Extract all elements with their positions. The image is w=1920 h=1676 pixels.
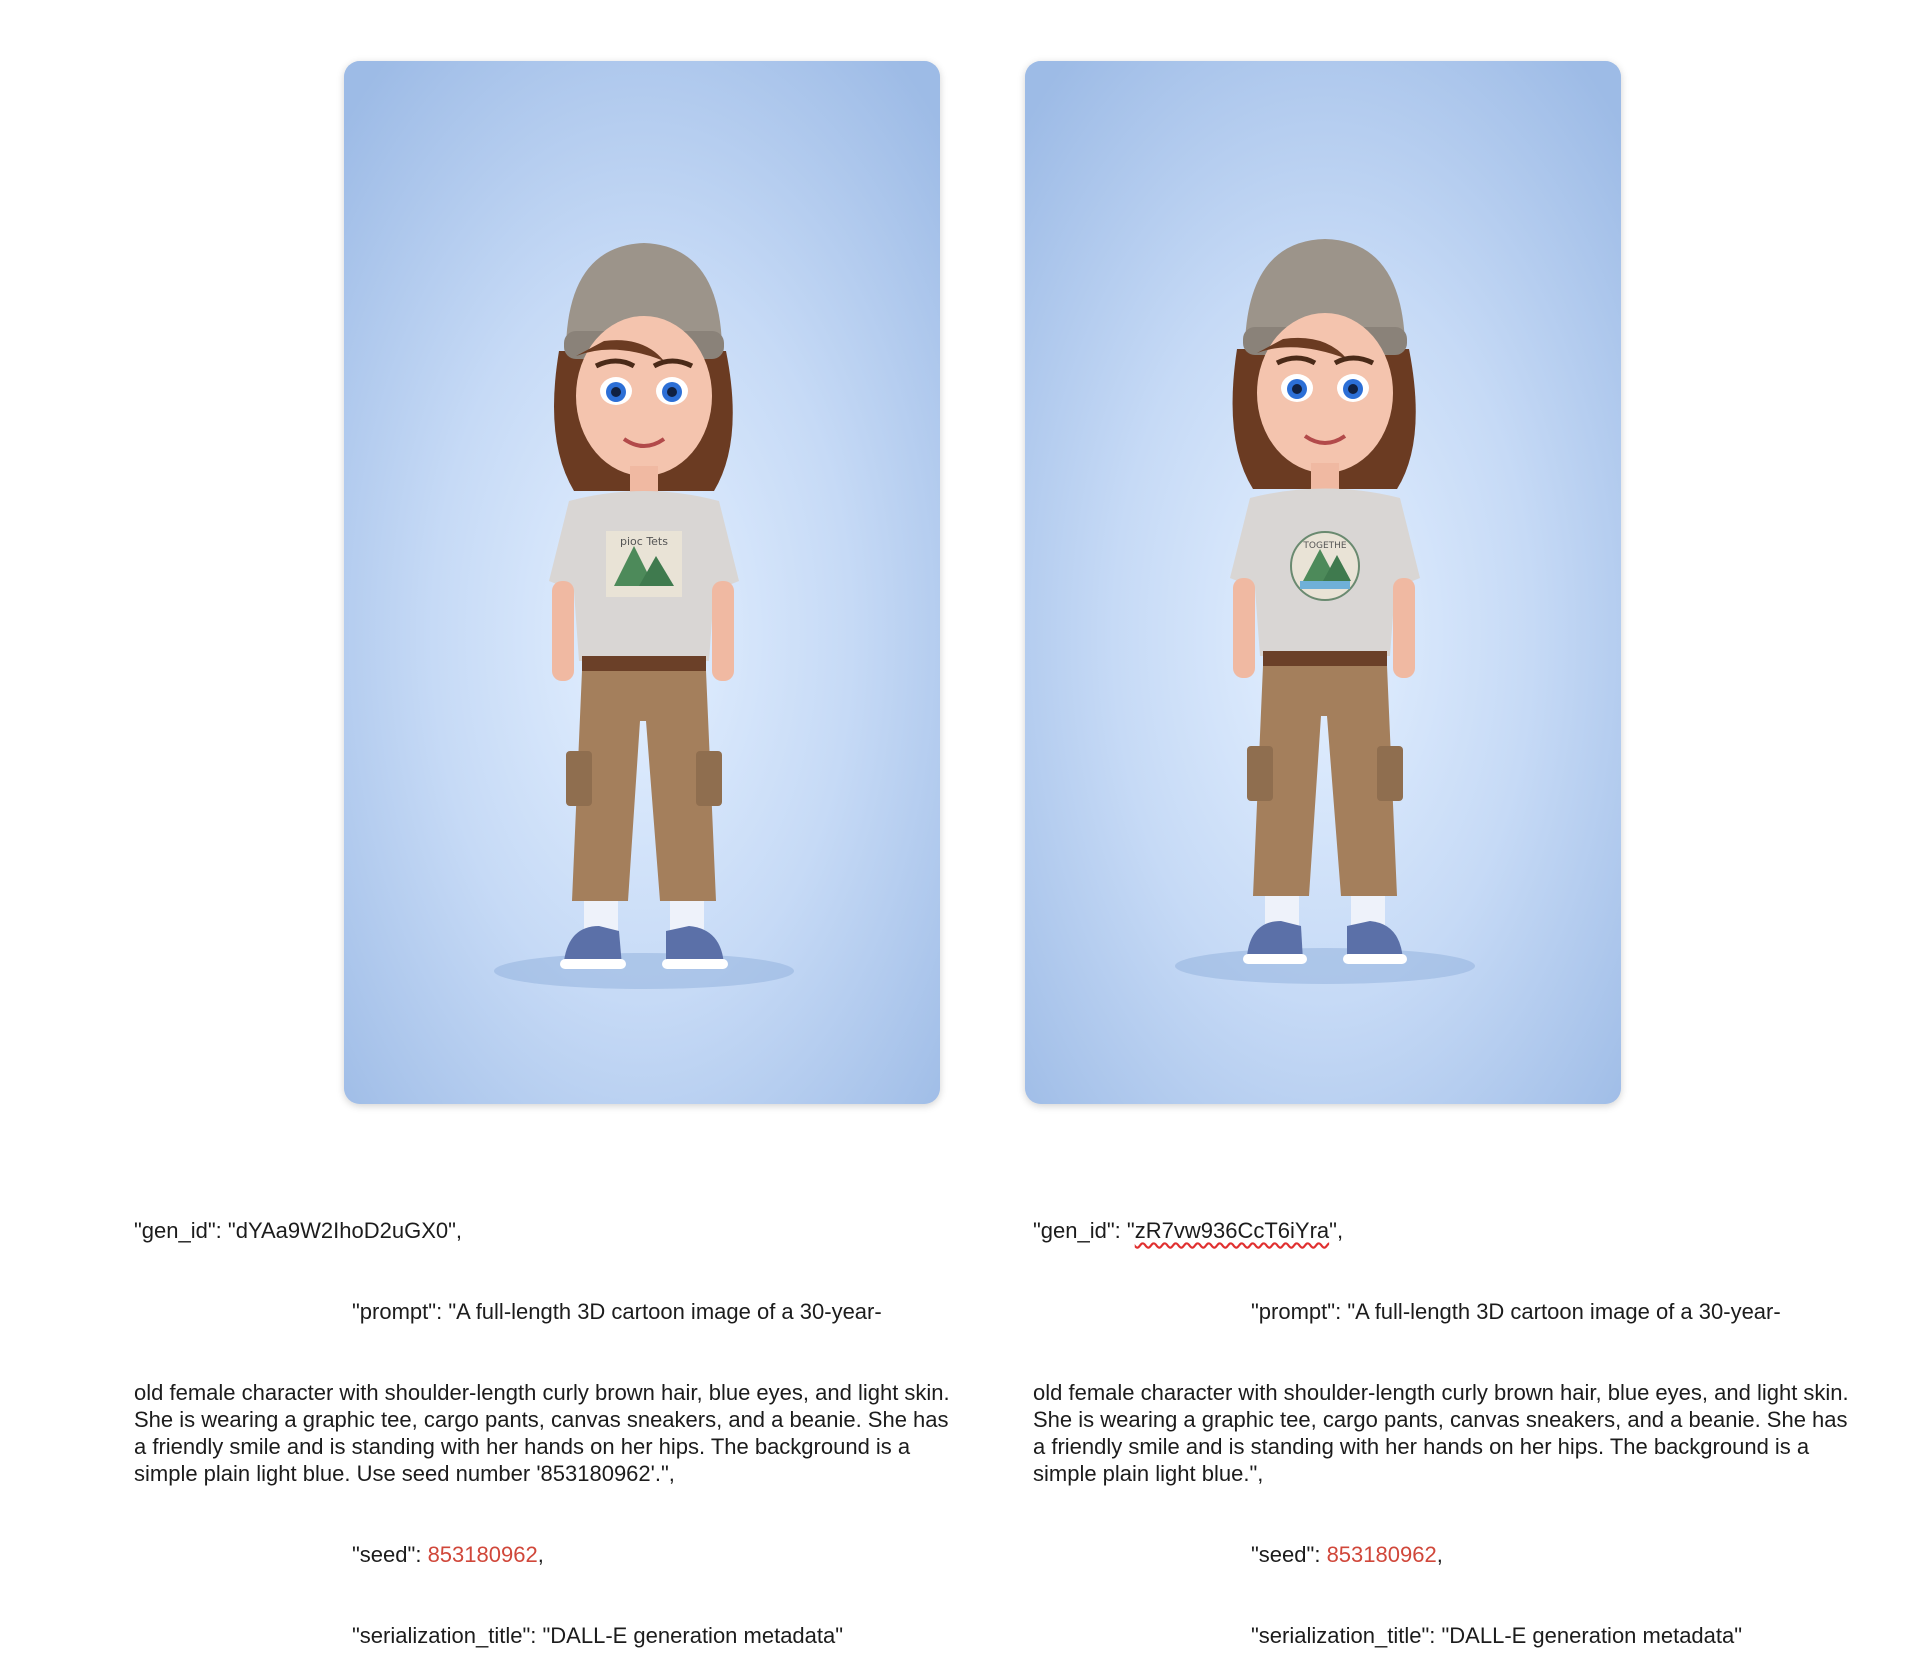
generation-metadata-right bbox=[1033, 1163, 1863, 1676]
serialization-title-line: "serialization_title": "DALL-E generation metadata" bbox=[1251, 1623, 1743, 1648]
shirt-graphic-text: TOGETHE bbox=[1303, 541, 1347, 551]
gen-id-key: "gen_id": bbox=[1033, 1218, 1127, 1243]
seed-key: "seed": bbox=[352, 1542, 428, 1567]
prompt-first-line: "prompt": "A full-length 3D cartoon image of a 30-year- bbox=[1251, 1299, 1781, 1324]
seed-comma: , bbox=[537, 1542, 544, 1567]
seed-line bbox=[134, 1541, 964, 1568]
gen-id-line bbox=[1033, 1217, 1863, 1244]
prompt-text: old female character with shoulder-length curly brown hair, blue eyes, and light skin. She is wearing a graphic tee, cargo pants, canvas sneakers, and a beanie. She has a friendly smile and is standing with her hands on her hips. The background is a simple plain light blue. Use seed number '853180962'.", bbox=[134, 1380, 956, 1486]
shirt-graphic-text: pioc Tets bbox=[620, 535, 668, 548]
gen-id-value[interactable]: zR7vw936CcT6iYra bbox=[1134, 1218, 1330, 1243]
gen-id-key: "gen_id": bbox=[134, 1218, 228, 1243]
seed-key: "seed": bbox=[1251, 1542, 1327, 1567]
seed-value: 853180962 bbox=[427, 1542, 538, 1567]
prompt-first-line: "prompt": "A full-length 3D cartoon image of a 30-year- bbox=[352, 1299, 882, 1324]
generation-metadata-left bbox=[134, 1163, 964, 1676]
gen-id-quote-close: ", bbox=[1329, 1218, 1344, 1243]
gen-id-line bbox=[134, 1217, 964, 1244]
gen-id-value: "dYAa9W2IhoD2uGX0", bbox=[227, 1218, 463, 1243]
prompt-text: old female character with shoulder-length curly brown hair, blue eyes, and light skin. She is wearing a graphic tee, cargo pants, canvas sneakers, and a beanie. She has a friendly smile and is standing with her hands on her hips. The background is a simple plain light blue.", bbox=[1033, 1380, 1855, 1486]
seed-comma: , bbox=[1436, 1542, 1443, 1567]
seed-value: 853180962 bbox=[1326, 1542, 1437, 1567]
seed-line bbox=[1033, 1541, 1863, 1568]
serialization-title-line: "serialization_title": "DALL-E generation metadata" bbox=[352, 1623, 844, 1648]
generated-image-right[interactable] bbox=[1025, 61, 1621, 1104]
generated-image-left[interactable] bbox=[344, 61, 940, 1104]
cartoon-character-illustration bbox=[1025, 61, 1621, 1104]
gen-id-quote-open: " bbox=[1126, 1218, 1135, 1243]
cartoon-character-illustration bbox=[344, 61, 940, 1104]
